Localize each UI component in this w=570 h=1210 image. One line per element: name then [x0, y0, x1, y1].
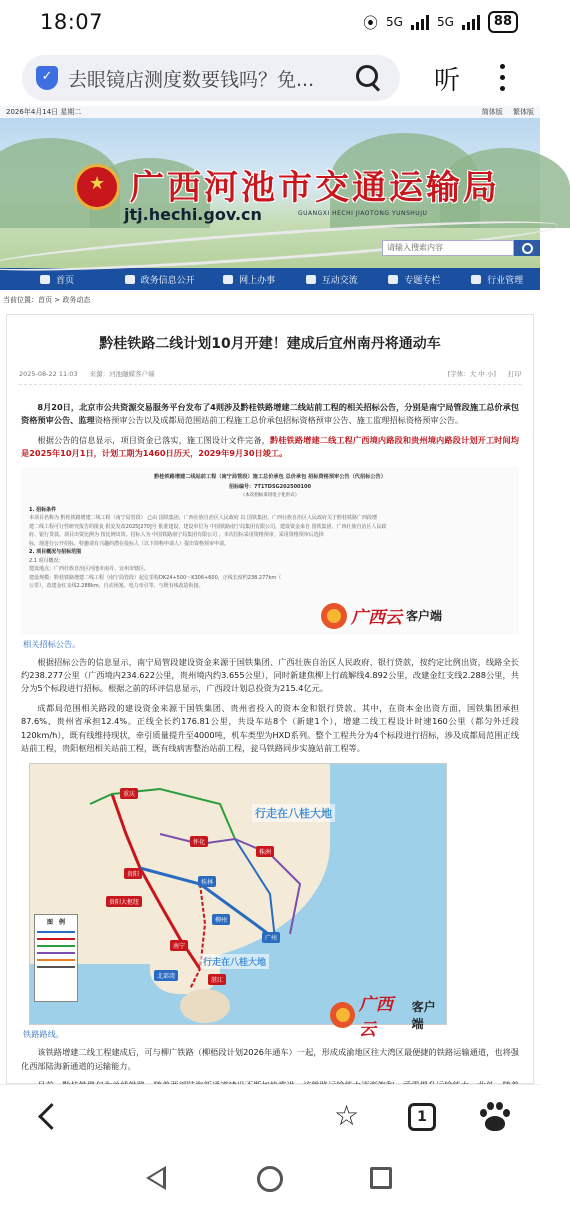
- article-paragraph: 该铁路增建二线工程建成后，可与柳广铁路（柳梧段计划2026年通车）一起，形成成渝地区往大湾区最便捷的铁路运输通道，也将强化西部陆海新通道的运输能力。: [21, 1047, 519, 1071]
- system-home-icon[interactable]: [257, 1166, 283, 1192]
- article-title: 黔桂铁路二线计划10月开建！建成后宜州南丹将通动车: [99, 336, 441, 352]
- article-paragraph: 成都局范围相关路段的建设资金来源于国铁集团、贵州省投入的资本金和银行贷款、其中，在资本金出资方面，国铁集团承担87.6%、贵州省承担12.4%。正线全长约176.81公里，共设车站8个（新建1个），增建二线工程设计时速160公里（都匀外迁段120km/h），既有线维持现状，牵引质量提升至4000吨，机车类型为HXD系列。整个工程共分为4个标段进行招标，涉及成都局范围正线站前工程，贵阳枢纽相关站前工程，既有线病害整治站前工程，瓮马铁路同步实施站前工程等。: [21, 702, 519, 754]
- notice-line: 建二线工程可行性研究报告的批复 批复发改2025[270]号 批准建设，建设单位为 中国铁路南宁局集团有限公司，建设资金来自 国铁集团、广西壮族自治区人民政: [29, 523, 387, 530]
- image-caption: 铁路路线。: [23, 1029, 64, 1040]
- legend-line: [37, 966, 75, 968]
- meta-divider: [19, 384, 521, 385]
- map-legend: [34, 914, 78, 1002]
- browser-toolbar: [0, 1084, 540, 1148]
- site-date: 2026年4月14日 星期二: [6, 108, 82, 116]
- listen-button[interactable]: 听: [434, 66, 461, 96]
- status-time: 18:07: [40, 10, 104, 34]
- map-city-label: 贵阳: [124, 868, 142, 879]
- legend-line: [37, 952, 75, 954]
- document-icon: [125, 275, 135, 284]
- guangxiyun-logo-icon: [321, 603, 347, 629]
- chat-icon: [306, 275, 316, 284]
- signal-icon: [462, 14, 480, 30]
- site-search-button[interactable]: [514, 240, 540, 256]
- notice-line: 2.1 项目概况：: [29, 557, 64, 564]
- notice-line: 公里），改建金红支线2.288km，自动闭塞、电力牵引等，与既有线改造衔接。: [29, 583, 204, 590]
- watermark-brand: 广西云: [358, 995, 393, 1041]
- wifi-icon: ⦿: [363, 13, 379, 32]
- computer-icon: [223, 275, 233, 284]
- notice-line: 建设地点：广西壮族自治区河池市南丹、宜州市辖区。: [29, 566, 150, 573]
- map-city-label: 南宁: [170, 940, 188, 951]
- watermark-brand: 广西云: [351, 608, 402, 629]
- nav-label: 专题专栏: [404, 275, 441, 286]
- guangxiyun-watermark: [330, 990, 446, 1040]
- status-icons: [363, 11, 518, 33]
- paragraph-text: 资格预审公告以及成都局范围站前工程施工总价承包招标资格预审公告、施工监理招标资格预审公告。: [94, 415, 464, 426]
- site-domain: jtj.hechi.gov.cn: [124, 205, 262, 224]
- map-city-label: 贵阳大枢纽: [106, 896, 142, 907]
- map-slogan: 行走在八桂大地: [252, 804, 335, 822]
- watermark-suffix: 客户端: [406, 609, 443, 624]
- map-city-label: 怀化: [190, 836, 208, 847]
- nav-home[interactable]: [40, 273, 125, 286]
- notice-line: 本项目名称为 黔桂铁路增建二线工程（南宁局管段） 已由 国铁集团、广西壮族自治区人民政府 以 国铁集团、广西壮族自治区人民政府关于黔桂铁路广西段增: [29, 515, 377, 522]
- legend-line: [37, 945, 75, 947]
- notice-number: 招标编号：7T1TDSG202500100: [229, 483, 311, 490]
- paragraph-highlight-text: 黔桂铁路增建二线工程广西境内路段和贵州境内路段计划开工时间均是2025年10月1日，计划工期为1460日历天，2029年9月30日竣工。: [21, 434, 519, 459]
- lang-links: [474, 106, 534, 118]
- guangxiyun-logo-icon: [330, 1002, 355, 1028]
- paragraph-bold-text: 8月20日，北京市公共资源交易服务平台发布了4则涉及黔桂铁路增建二线站前工程的相关招标公告，分别是南宁局管段施工总价承包资格预审公告、: [21, 402, 519, 426]
- nav-label: 首页: [56, 275, 75, 286]
- nav-online-service[interactable]: [223, 273, 306, 286]
- search-box[interactable]: [22, 55, 400, 101]
- legend-title: 图 例: [46, 919, 65, 927]
- nav-industry[interactable]: [471, 273, 540, 286]
- map-city-label: 广州: [262, 932, 280, 943]
- notice-line: 府、银行贷款。项目出资比例为 按比例出资。招标人为 中国铁路南宁局集团有限公司 。本次招标采用资格预审，采用资格预审后选择: [29, 532, 324, 539]
- article-container: [6, 314, 534, 1084]
- notice-note: （本次招标采用电子化形式）: [240, 492, 300, 498]
- map-city-label: 重庆: [120, 788, 138, 799]
- network-label-2: 5G: [436, 15, 454, 29]
- shield-icon: ✓: [36, 66, 58, 90]
- map-city-label: 柳州: [212, 914, 230, 925]
- tabs-icon[interactable]: 1: [408, 1103, 436, 1131]
- signal-icon: [411, 14, 429, 30]
- legend-line: [37, 959, 75, 961]
- site-nav: [0, 268, 540, 290]
- more-vert-icon[interactable]: [498, 64, 506, 91]
- paragraph-text: 根据公告的信息显示，项目资金已落实，施工图设计文件完备，: [37, 434, 270, 445]
- legend-line: [37, 938, 75, 940]
- search-query-text[interactable]: 去眼镜店测度数要钱吗？免...: [68, 68, 315, 91]
- site-banner: [0, 118, 540, 268]
- system-navigation-bar: [0, 1148, 540, 1210]
- site-pinyin: GUANGXI HECHI JIAOTONG YUNSHUJU: [298, 210, 428, 217]
- tender-notice-image: [21, 467, 519, 635]
- map-city-label: 北部湾: [154, 970, 178, 981]
- nav-label: 政务信息公开: [140, 275, 195, 286]
- industry-icon: [471, 275, 481, 284]
- network-label-1: 5G: [386, 15, 403, 29]
- nav-interaction[interactable]: [306, 273, 389, 286]
- nav-label: 行业管理: [487, 275, 524, 286]
- home-icon: [40, 275, 50, 284]
- web-page: [0, 106, 540, 1084]
- battery-indicator: 88: [488, 11, 518, 33]
- system-recents-icon[interactable]: [370, 1167, 392, 1189]
- lang-link-simplified[interactable]: 简体版: [481, 108, 503, 116]
- font-size-switch[interactable]: [字体：大 中 小]: [447, 370, 496, 378]
- browser-address-bar: [0, 50, 540, 108]
- baidu-paw-icon[interactable]: [478, 1101, 508, 1133]
- national-emblem-logo: [74, 164, 120, 210]
- map-city-label: 湛江: [208, 974, 226, 985]
- site-search-input[interactable]: 请输入搜索内容: [382, 240, 514, 256]
- article-paragraph: [7, 401, 533, 428]
- article-source: 来源：河池融媒客户端: [89, 370, 155, 378]
- map-city-label: 株洲: [256, 846, 274, 857]
- nav-gov-info[interactable]: [125, 273, 223, 286]
- watermark-suffix: 客户端: [411, 1000, 436, 1032]
- article-paragraph: 根据招标公告的信息显示，南宁局管段建设资金来源于国铁集团、广西壮族自治区人民政府、银行贷款，按约定比例出资，线路全长约238.277公里（广西境内234.622公里，贵州境内约3.655公里），同时新建焦柳上行疏解线4.892公里，改建金红支线2.288公里，共分为5个标段进行招标。根据之前的环评信息显示，广西段计划总投资为215.4亿元。: [21, 656, 519, 694]
- notice-line: 标，现进行公开招标，特邀请有兴趣的潜在投标人（以下简称申请人）提出资格预审申请。: [29, 540, 230, 547]
- site-top-strip: [0, 106, 540, 118]
- folder-icon: [388, 275, 398, 284]
- paragraph-bold-text: 监理: [78, 415, 95, 426]
- notice-title: 黔桂铁路增建二线站前工程（南宁局管段）施工总价承包 总价承包 招标资格预审公告（代招标公告）: [154, 473, 386, 480]
- notice-line: 建设规模：黔桂铁路增建二线工程（南宁局管段）起讫里程DK24+500～K306+600，正线长度约238.277km（: [29, 574, 282, 581]
- breadcrumb: 当前位置：首页 > 政务动态: [3, 296, 91, 304]
- nav-label: 互动交流: [321, 275, 358, 286]
- map-city-label: 桂林: [198, 876, 216, 887]
- star-icon[interactable]: ☆: [334, 1099, 360, 1132]
- legend-line: [37, 931, 75, 933]
- notice-heading: 1. 招标条件: [29, 506, 57, 513]
- railway-lines: [30, 764, 448, 1026]
- back-icon[interactable]: [36, 1101, 60, 1133]
- site-title: 广西河池市交通运输局: [130, 168, 500, 208]
- print-link[interactable]: 打印: [508, 370, 521, 378]
- search-icon[interactable]: [350, 60, 386, 96]
- nav-label: 网上办事: [239, 275, 276, 286]
- notice-heading: 2. 项目概况与招标范围: [29, 549, 82, 556]
- status-bar: [0, 0, 540, 44]
- nav-special-topics[interactable]: [388, 273, 471, 286]
- image-caption: 相关招标公告。: [23, 638, 81, 649]
- article-paragraph: [7, 434, 533, 461]
- map-slogan: 行走在八桂大地: [200, 954, 269, 969]
- system-back-icon[interactable]: [146, 1166, 166, 1190]
- article-date: 2025-08-22 11:03: [19, 370, 78, 378]
- guangxiyun-watermark: [321, 603, 442, 629]
- lang-link-traditional[interactable]: 繁体版: [513, 108, 534, 116]
- article-meta: [7, 369, 533, 378]
